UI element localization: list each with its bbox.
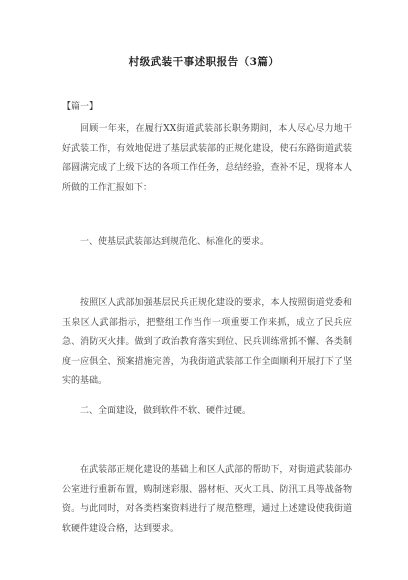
paragraph-body-2: 在武装部正规化建设的基础上和区人武部的帮助下，对街道武装部办公室进行重新布置，购制迷彩服、器材柜、灭火工具、防汛工具等战备物资。与此同时，对各类档案资料进行了规范整理，通过上述建设使我街道软硬件建设合格，达到要求。: [62, 465, 352, 534]
document-title: 村级武装干事述职报告（3篇）: [128, 56, 280, 68]
section-heading-2: 二、全面建设，做到软件不软、硬件过硬。: [80, 406, 252, 416]
section-heading-1: 一、使基层武装部达到规范化、标准化的要求。: [80, 237, 270, 247]
paragraph-body-1: 按照区人武部加强基层民兵正规化建设的要求，本人按照街道党委和玉泉区人武部指示，把整组工作当作一项重要工作来抓，成立了民兵应急、消防灭火排。做到了政治教育落实到位、民兵训练常抓不懈、各类制度一应俱全、预案措施完善，为我街道武装部工作全面顺利开展打下了坚实的基础。: [62, 298, 352, 386]
paragraph-intro: 回顾一年来，在履行XX街道武装部长职务期间，本人尽心尽力地干好武装工作，有效地促进了基层武装部的正规化建设，使石东路街道武装部圆满完成了上级下达的各项工作任务，总结经验，查补不足，现将本人所做的工作汇报如下：: [62, 124, 352, 193]
section-tag: 【篇一】: [62, 102, 99, 112]
